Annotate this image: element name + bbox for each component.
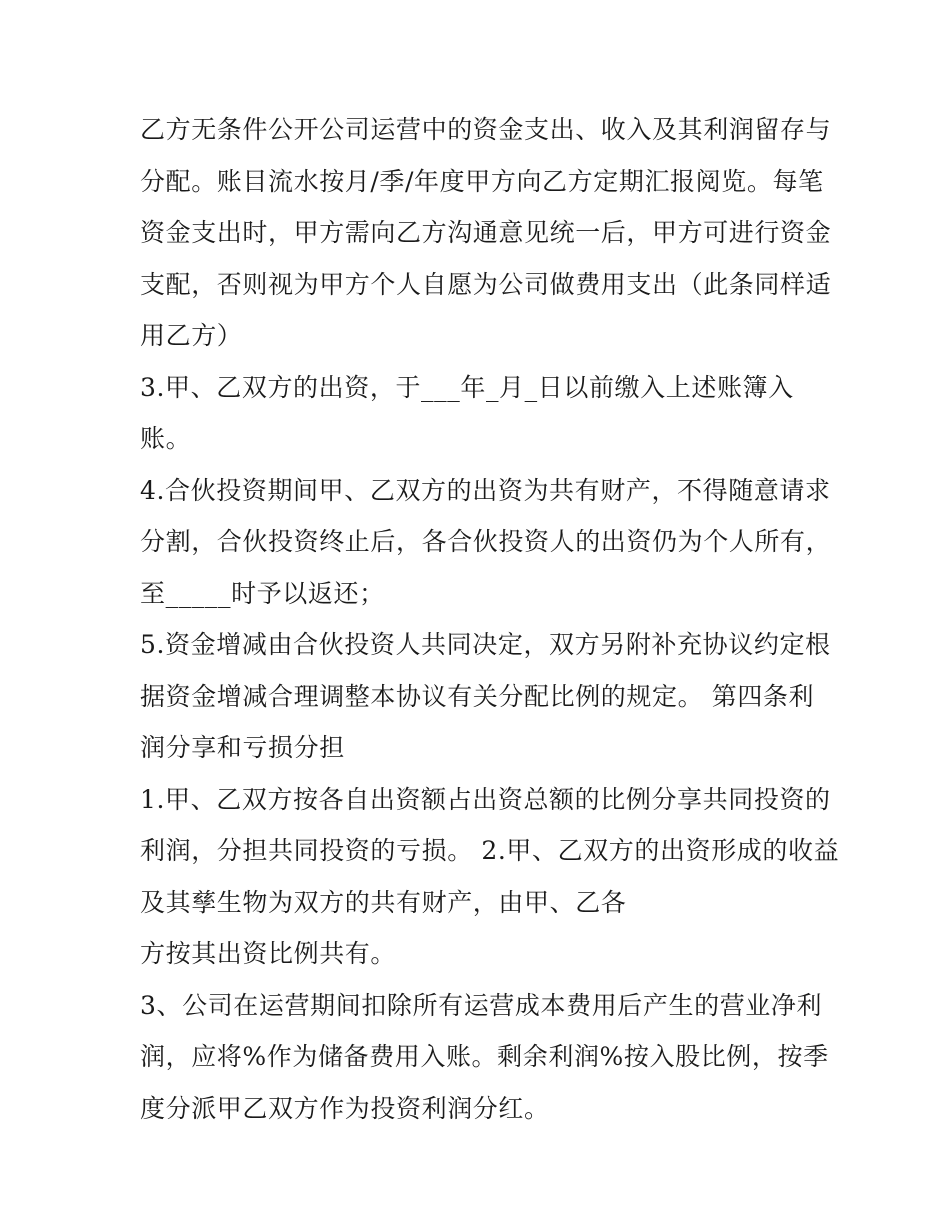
- text-line: 5.资金增减由合伙投资人共同决定，双方另附补充协议约定根: [140, 630, 831, 659]
- text-line: 分配。账目流水按月/季/年度甲方向乙方定期汇报阅览。每笔: [140, 166, 824, 196]
- text-line: 资金支出时，甲方需向乙方沟通意见统一后，甲方可进行资金: [140, 218, 832, 247]
- text-line: 润，应将%作为储备费用入账。剩余利润%按入股比例，按季: [140, 1042, 829, 1071]
- text-line: 账。: [140, 424, 192, 453]
- text-line: 支配，否则视为甲方个人自愿为公司做费用支出（此条同样适: [140, 269, 832, 299]
- text-line: 利润，分担共同投资的亏损。 2.甲、乙双方的出资形成的收益: [140, 836, 840, 865]
- text-line: 乙方无条件公开公司运营中的资金支出、收入及其利润留存与: [140, 115, 832, 144]
- text-line: 4.合伙投资期间甲、乙双方的出资为共有财产，不得随意请求: [140, 475, 831, 505]
- text-line: 方按其出资比例共有。: [140, 939, 397, 968]
- text-line: 分割，合伙投资终止后，各合伙投资人的出资仍为个人所有，: [140, 527, 832, 556]
- text-line: 1.甲、乙双方按各自出资额占出资总额的比例分享共同投资的: [140, 784, 831, 814]
- text-line: 及其孳生物为双方的共有财产，由甲、乙各: [140, 887, 627, 917]
- text-line: 用乙方）: [140, 321, 243, 350]
- document-body: [140, 104, 840, 1134]
- text-line: 3.甲、乙双方的出资，于___年_月_日以前缴入上述账簿入: [140, 372, 794, 402]
- text-line: 度分派甲乙双方作为投资利润分红。: [140, 1093, 550, 1123]
- text-line: 3、公司在运营期间扣除所有运营成本费用后产生的营业净利: [140, 990, 823, 1020]
- text-line: 至_____时予以返还；: [140, 578, 385, 608]
- text-line: 据资金增减合理调整本协议有关分配比例的规定。 第四条利: [140, 681, 815, 711]
- text-line: 润分享和亏损分担: [140, 733, 345, 762]
